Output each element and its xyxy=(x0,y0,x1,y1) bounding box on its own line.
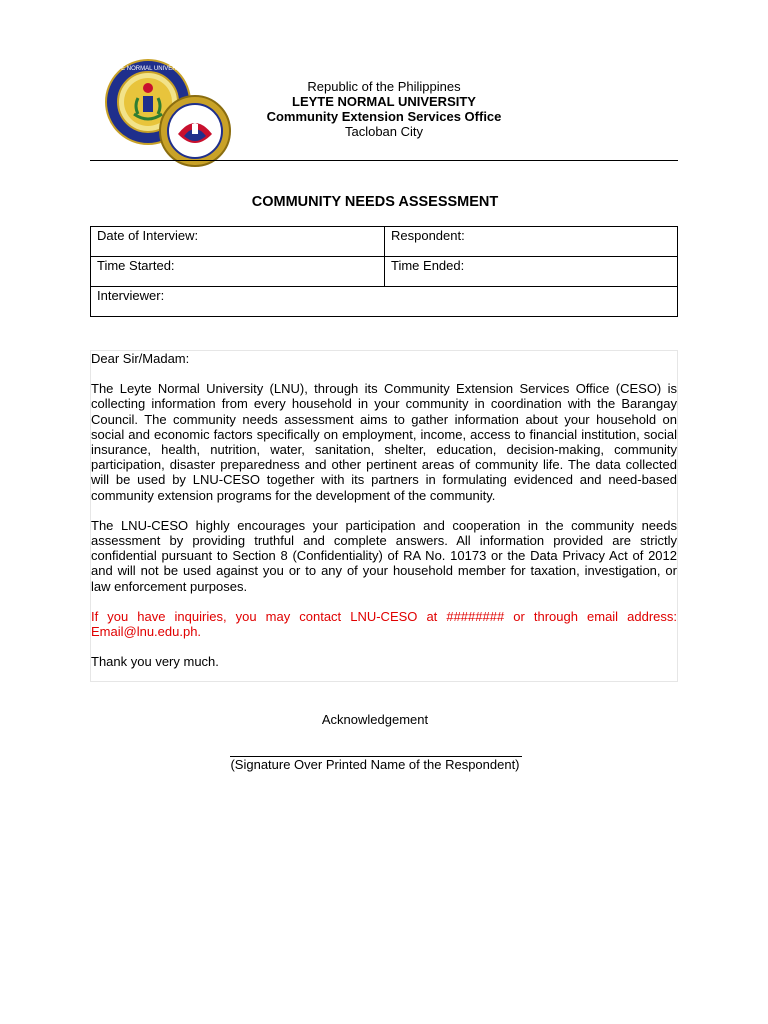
acknowledgement-label: Acknowledgement xyxy=(321,712,429,727)
closing-line: Thank you very much. xyxy=(91,654,219,670)
university-name: LEYTE NORMAL UNIVERSITY xyxy=(292,94,476,109)
interviewer-field[interactable] xyxy=(91,287,678,317)
time-ended-label: Time Ended: xyxy=(391,258,465,273)
header-address xyxy=(180,79,588,139)
document-title: COMMUNITY NEEDS ASSESSMENT xyxy=(251,194,499,210)
interview-info-table xyxy=(90,226,678,317)
office-name: Community Extension Services Office xyxy=(266,109,502,124)
signature-caption: (Signature Over Printed Name of the Respondent) xyxy=(230,757,520,772)
time-started-field[interactable] xyxy=(91,257,385,287)
paragraph-purpose: The Leyte Normal University (LNU), through its Community Extension Services Office (CESO) is collecting information from every household in your community in coordination with the Barangay Council. The community needs assessment aims to gather information about your household on social and economic factors specifically on employment, income, access to financial institution, social insurance, health, nutrition, water, sanitation, shelter, education, decision-making, community participation, disaster preparedness and other pertinent areas of community life. The data collected will be used by LNU-CESO together with its partners in formulating evidenced and need-based community extension programs for the development of the community. xyxy=(91,381,677,503)
salutation: Dear Sir/Madam: xyxy=(91,351,190,366)
republic-line: Republic of the Philippines xyxy=(307,79,461,94)
svg-text:LEYTE NORMAL UNIVERSITY: LEYTE NORMAL UNIVERSITY xyxy=(106,66,190,72)
respondent-label: Respondent: xyxy=(391,228,465,243)
table-row xyxy=(91,227,678,257)
time-ended-field[interactable] xyxy=(385,257,678,287)
date-of-interview-label: Date of Interview: xyxy=(97,228,199,243)
interviewer-label: Interviewer: xyxy=(97,288,165,303)
letter-body xyxy=(90,350,678,682)
table-row xyxy=(91,287,678,317)
inquiry-contact: If you have inquiries, you may contact LNU-CESO at ######## or through email address: Email@lnu.edu.ph. xyxy=(91,608,677,640)
respondent-field[interactable] xyxy=(385,227,678,257)
time-started-label: Time Started: xyxy=(97,258,175,273)
city-line: Tacloban City xyxy=(344,124,424,139)
date-of-interview-field[interactable] xyxy=(91,227,385,257)
header-divider xyxy=(90,160,678,161)
paragraph-confidentiality: The LNU-CESO highly encourages your participation and cooperation in the community needs assessment by providing truthful and complete answers. All information provided are strictly confidential pursuant to Section 8 (Confidentiality) of RA No. 10173 or the Data Privacy Act of 2012 and will not be used against you or to any of your household member for taxation, investigation, or law enforcement purposes. xyxy=(91,517,677,594)
table-row xyxy=(91,257,678,287)
